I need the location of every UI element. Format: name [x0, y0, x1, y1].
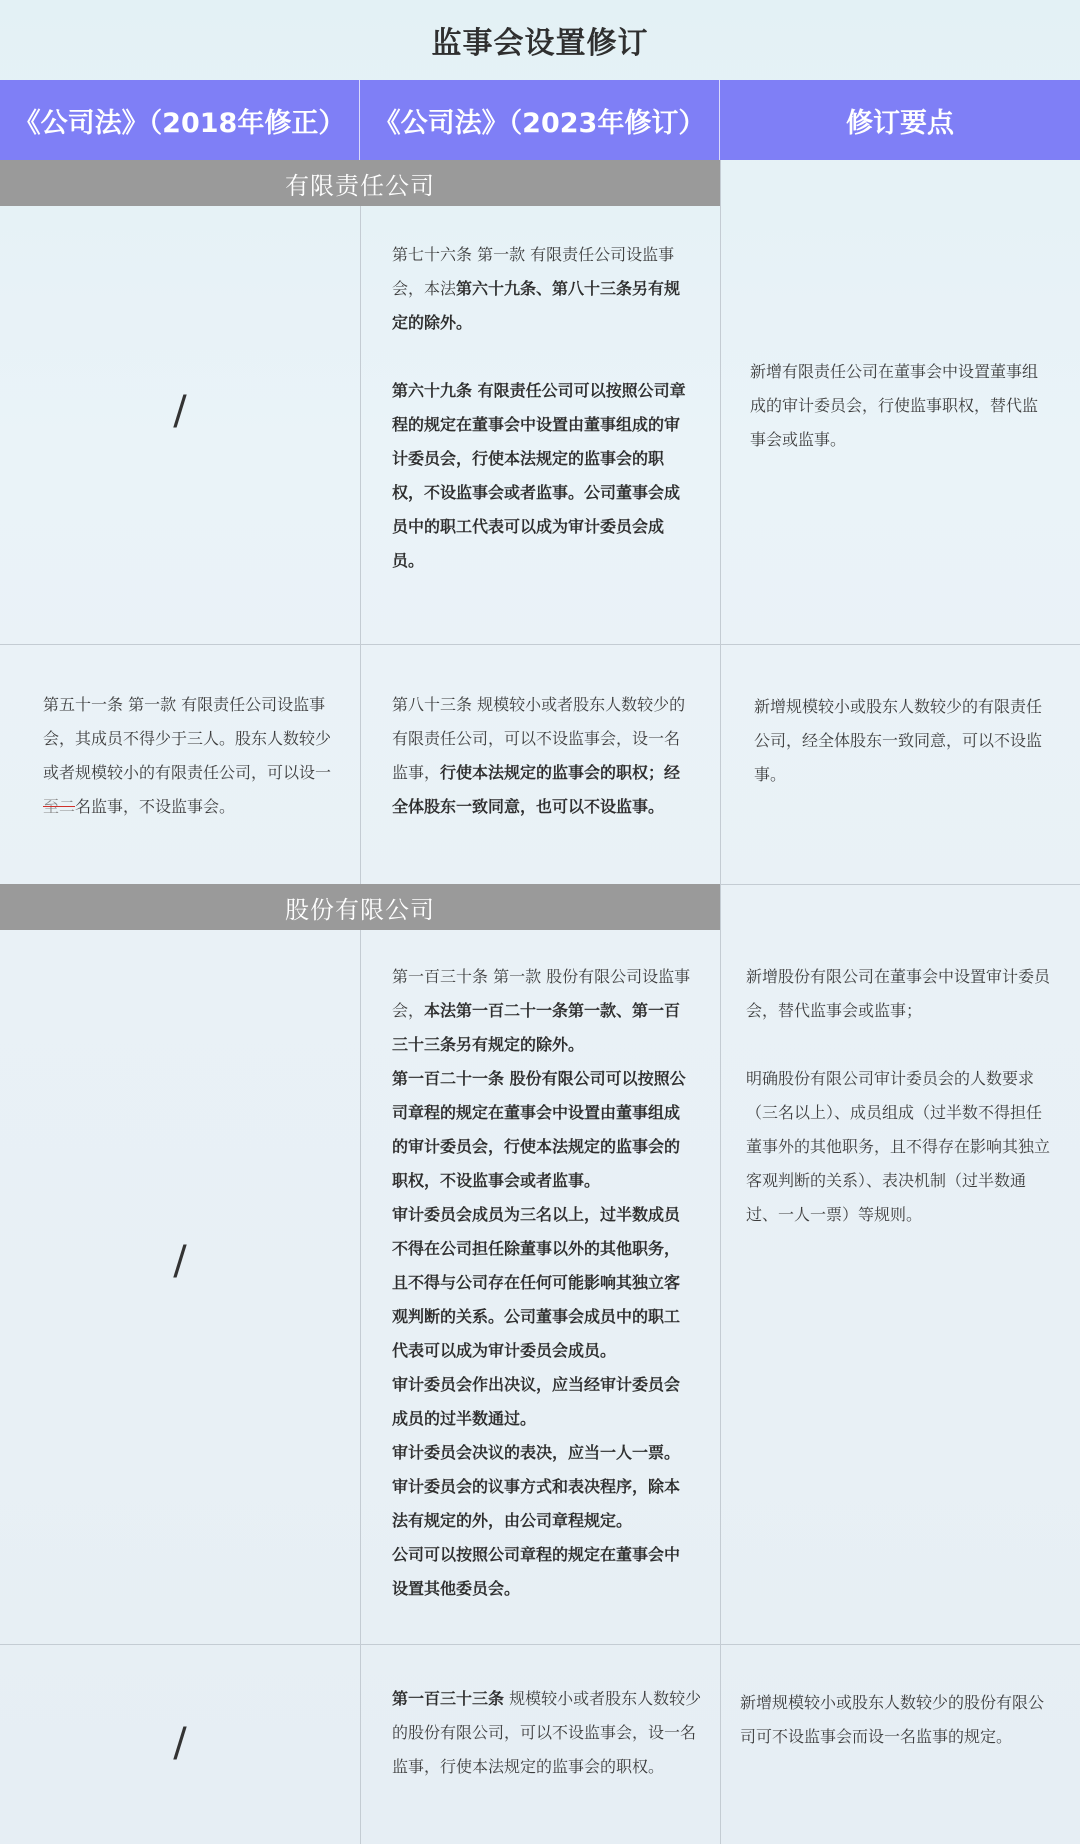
- row4-point: 新增规模较小或股东人数较少的股份有限公司可不设监事会而设一名监事的规定。: [740, 1693, 1045, 1746]
- row2-new-b: 行使本法规定的监事会的职权；经全体股东一致同意，也可以不设监事。: [392, 763, 681, 816]
- row3-new-p4: 审计委员会作出决议，应当经审计委员会成员的过半数通过。: [392, 1375, 681, 1428]
- row3-point: [746, 960, 1054, 1232]
- row-divider-2: [720, 884, 1080, 885]
- row3-point-2: 明确股份有限公司审计委员会的人数要求（三名以上）、成员组成（过半数不得担任董事外的其他职务，且不得存在影响其独立客观判断的关系）、表决机制（过半数通过、一人一票）等规则。: [746, 1069, 1051, 1224]
- row2-point: 新增规模较小或股东人数较少的有限责任公司，经全体股东一致同意，可以不设监事。: [754, 697, 1043, 784]
- row1-new-p2: 第六十九条 有限责任公司可以按照公司章程的规定在董事会中设置由董事组成的审计委员会，行使本法规定的监事会的职权，不设监事会或者监事。公司董事会成员中的职工代表可以成为审计委员会成员。: [392, 381, 686, 570]
- row1-new-text: [392, 238, 694, 578]
- row2-new-text: [392, 688, 694, 824]
- page-title: 监事会设置修订: [431, 26, 649, 61]
- row1-new-p1a: 第七十六条 第一款 有限责任公司设监事会，本法: [392, 245, 675, 298]
- row2-old-text: [43, 688, 335, 824]
- row4-new-text: [392, 1682, 706, 1784]
- row1-new-p1b: 第六十九条、第八十三条另有规定的除外。: [392, 279, 681, 332]
- row3-new-p2: 第一百二十一条 股份有限公司可以按照公司章程的规定在董事会中设置由董事组成的审计委员会，行使本法规定的监事会的职权，不设监事会或者监事。: [392, 1069, 686, 1190]
- header-2018: 《公司法》（2018年修正）: [0, 80, 360, 160]
- column-divider-1: [360, 160, 361, 1844]
- row2-new-a: 第八十三条 规模较小或者股东人数较少的有限责任公司，可以不设监事会，设一名监事，: [392, 695, 686, 782]
- row3-point-1: 新增股份有限公司在董事会中设置审计委员会，替代监事会或监事；: [746, 967, 1051, 1020]
- row3-new-p3: 审计委员会成员为三名以上，过半数成员不得在公司担任除董事以外的其他职务，且不得与公司存在任何可能影响其独立客观判断的关系。公司董事会成员中的职工代表可以成为审计委员会成员。: [392, 1205, 681, 1360]
- section-llc: 有限责任公司: [0, 160, 720, 206]
- row-divider-3: [0, 1644, 1080, 1645]
- row3-new-p7: 公司可以按照公司章程的规定在董事会中设置其他委员会。: [392, 1545, 681, 1598]
- header-2023: 《公司法》（2023年修订）: [360, 80, 720, 160]
- header-points: 修订要点: [846, 107, 954, 139]
- row3-new-text: [392, 960, 694, 1606]
- row-divider-1: [0, 644, 1080, 645]
- row3-new-p5: 审计委员会决议的表决，应当一人一票。: [392, 1443, 681, 1462]
- section-jsc: 股份有限公司: [0, 884, 720, 930]
- row2-old-a: 第五十一条 第一款 有限责任公司设监事会，其成员不得少于三人。股东人数较少或者规模较小的有限责任公司，可以设一: [43, 695, 332, 782]
- row3-new-p1b: 本法第一百二十一条第一款、第一百三十三条另有规定的除外。: [392, 1001, 681, 1054]
- row1-point: 新增有限责任公司在董事会中设置董事组成的审计委员会，行使监事职权，替代监事会或监事。: [750, 362, 1039, 449]
- row2-old-strike: 至二: [43, 797, 76, 816]
- column-divider-2: [720, 160, 721, 1844]
- row3-new-p1a: 第一百三十条 第一款 股份有限公司设监事会，: [392, 967, 691, 1020]
- row1-old-empty: /: [173, 388, 187, 434]
- row3-new-p6: 审计委员会的议事方式和表决程序，除本法有规定的外，由公司章程规定。: [392, 1477, 681, 1530]
- row4-old-empty: /: [173, 1720, 187, 1766]
- row4-new-a: 第一百三十三条: [392, 1689, 505, 1708]
- row4-new-b: 规模较小或者股东人数较少的股份有限公司，可以不设监事会，设一名监事，行使本法规定的监事会的职权。: [392, 1689, 702, 1776]
- row3-old-empty: /: [173, 1238, 187, 1284]
- table-header: [0, 80, 1080, 160]
- row2-old-b: 名监事，不设监事会。: [75, 797, 236, 816]
